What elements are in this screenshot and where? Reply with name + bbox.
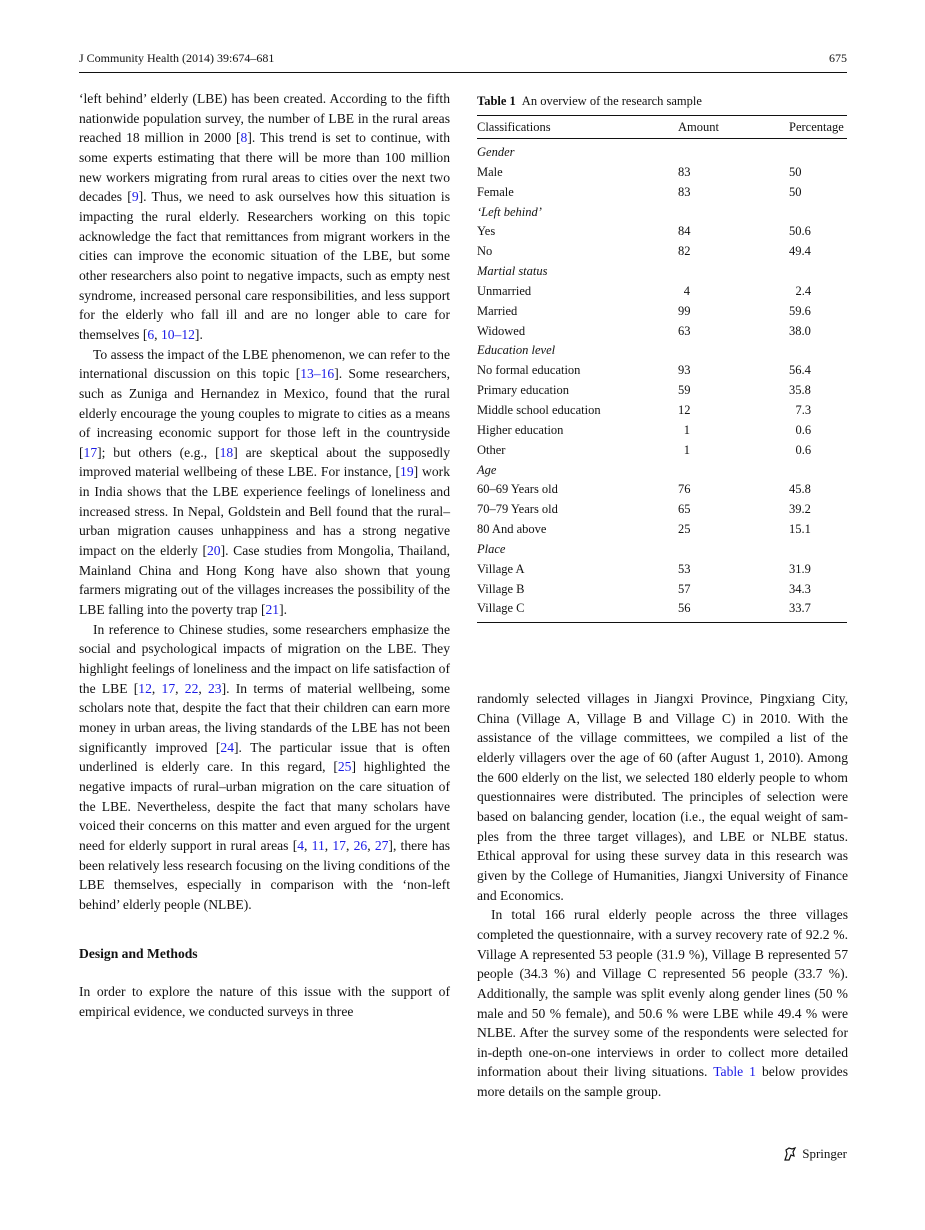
row-category: Education level <box>477 343 556 358</box>
running-header: J Community Health (2014) 39:674–681 <box>79 51 275 65</box>
row-label: Higher education <box>477 422 564 437</box>
table-row <box>477 302 847 322</box>
table-row <box>477 282 847 302</box>
percentage-value: 0.6 <box>795 422 812 437</box>
row-label: 80 And above <box>477 522 547 537</box>
percentage-cell <box>789 580 811 600</box>
citation-link[interactable]: 25 <box>337 759 352 775</box>
percentage-cell <box>789 599 811 619</box>
table-row <box>477 480 847 500</box>
table-row <box>477 322 847 342</box>
table-body <box>477 143 847 619</box>
amount-cell <box>678 322 789 342</box>
percentage-cell <box>789 322 811 342</box>
percentage-value: 31.9 <box>789 561 811 576</box>
page-number: 675 <box>829 51 847 65</box>
table-row <box>477 580 847 600</box>
paragraph: To assess the impact of the LBE phenomenon, we can refer to the international discussion on this topic [13–16]. Some researchers, such as Zuniga and Hernandez in Mexico, found that the rural elderly encourage the young couples to migrate to cities as a means of increasing economic support for those left in the countryside [17]; but others (e.g., [18] are skeptical about the supposedly improved material wellbeing of these LBE. For instance, [19] work in India shows that the LBE experience feelings of loneliness and increased stress. In Nepal, Goldstein and Bell found that the rural–urban migration causes unhappiness and has a strong negative impact on the elderly [20]. Case studies from Mongolia, Thailand, Mainland China and Hong Kong have also shown that young farmers migrating out of the villages increases the possibility of the LBE falling into the poverty trap [21]. <box>79 346 450 618</box>
table-row <box>477 361 847 381</box>
table-row <box>477 183 847 203</box>
row-label: Village B <box>477 581 525 596</box>
table-row <box>477 441 847 461</box>
percentage-value: 56.4 <box>789 363 811 378</box>
amount-cell <box>678 599 789 619</box>
table-row <box>477 401 847 421</box>
percentage-cell <box>789 401 811 421</box>
citation-link[interactable]: 19 <box>400 464 414 480</box>
percentage-cell <box>789 183 802 203</box>
table-row <box>477 540 847 560</box>
amount-value: 4 <box>683 283 690 298</box>
percentage-cell <box>789 500 811 520</box>
table-row <box>477 222 847 242</box>
amount-value: 93 <box>678 363 691 378</box>
table-row <box>477 203 847 223</box>
column-header: Percentage <box>789 120 844 134</box>
amount-value: 83 <box>678 164 691 179</box>
percentage-value: 33.7 <box>789 601 811 616</box>
row-label: Primary education <box>477 383 569 398</box>
row-label: Female <box>477 184 514 199</box>
paragraph: randomly selected villages in Jiangxi Province, Pingxiang City, China (Village A, Village B and Village C) in 2010. With the assistance of the village committees, we compiled a list of the elderly villagers over the age of 60 (after August 1, 2010). Among the 600 elderly on the list, we selected 180 elderly people to whom questionnaires were distributed. The principles of selection were based on balancing gender, location (i.e., the equal weight of samples from the three target villages), and LBE or NLBE status. Ethical approval for using these survey data in this research was given by the College of Humanities, Jiangxi University of Finance and Economics. <box>477 691 848 903</box>
amount-cell <box>678 163 789 183</box>
percentage-cell <box>789 222 811 242</box>
percentage-value: 7.3 <box>795 402 812 417</box>
amount-cell <box>678 361 789 381</box>
paragraph: In reference to Chinese studies, some researchers emphasize the social and psychological impacts of migration on the LBE. They highlight feelings of loneliness and the impact on life satisfaction of the LBE [12, 17, 22, 23]. In terms of material wellbeing, some scholars note that, despite the fact that their children can earn more money in urban areas, the living standards of the LBE has not been significantly improved [24]. The particular issue that is often underlined is elderly care. In this regard, [25] highlighted the negative impacts of rural–urban migration on the care situation of the LBE. Nevertheless, despite the fact that many scholars have voiced their concerns on this matter and even argued for the urgent need for elderly support in rural areas [4, 11, 17, 26, 27], there has been relatively less research focusing on the living conditions of the LBE themselves, especially in comparison with the ‘non-left behind’ elderly people (NLBE). <box>79 621 451 912</box>
amount-value: 84 <box>678 224 691 239</box>
citation-link[interactable]: 23 <box>208 680 222 696</box>
left-column <box>79 89 450 1022</box>
row-label: Other <box>477 442 506 457</box>
percentage-cell <box>789 560 811 580</box>
row-label: Male <box>477 164 503 179</box>
table-row <box>477 143 847 163</box>
amount-cell <box>678 183 789 203</box>
table-caption-text: An overview of the research sample <box>521 94 702 108</box>
right-column <box>477 689 848 1102</box>
citation-link[interactable]: 17 <box>332 837 346 853</box>
percentage-value: 59.6 <box>789 303 811 318</box>
percentage-cell <box>789 520 811 540</box>
table-row <box>477 461 847 481</box>
row-label: 60–69 Years old <box>477 482 558 497</box>
percentage-value: 38.0 <box>789 323 811 338</box>
citation-link[interactable]: 6 <box>147 326 155 342</box>
amount-cell <box>678 480 789 500</box>
citation-link[interactable]: 22 <box>184 680 199 696</box>
paragraph: In total 166 rural elderly people across the three villages completed the questionnaire, with a survey recovery rate of 92.2 %. Village A represented 53 people (31.9 %), Village B represented 57 people (34.3 %) and Village C represented 56 people (33.7 %). Additionally, the sample was split evenly along gender lines (50 % male and 50 % female), and 50.6 % were LBE while 49.4 % were NLBE. After the survey some of the respondents were selected for in-depth one-on-one interviews in order to collect more detailed information about their living situations. Table 1 below provides more details on the sample group. <box>477 907 848 1100</box>
publisher-name: Springer <box>802 1146 847 1161</box>
row-label: Widowed <box>477 323 526 338</box>
percentage-value: 50 <box>789 164 802 179</box>
amount-value: 1 <box>683 422 690 437</box>
percentage-cell <box>789 361 811 381</box>
citation-link[interactable]: 10–12 <box>160 326 195 342</box>
table-caption <box>477 92 847 110</box>
amount-cell <box>678 302 789 322</box>
amount-value: 57 <box>678 581 691 596</box>
row-category: Martial status <box>477 264 548 279</box>
citation-link[interactable]: 13–16 <box>300 366 335 382</box>
table-row <box>477 262 847 282</box>
table-row <box>477 242 847 262</box>
amount-cell <box>678 520 789 540</box>
row-label: Village C <box>477 601 525 616</box>
row-label: No formal education <box>477 363 581 378</box>
citation-link[interactable]: 9 <box>131 189 139 205</box>
amount-value: 65 <box>678 502 691 517</box>
table-row <box>477 560 847 580</box>
percentage-value: 45.8 <box>789 482 811 497</box>
row-label: Middle school education <box>477 402 601 417</box>
amount-value: 59 <box>678 383 691 398</box>
amount-cell <box>678 421 789 441</box>
row-label: 70–79 Years old <box>477 502 558 517</box>
citation-link[interactable]: 12 <box>138 680 152 696</box>
percentage-value: 39.2 <box>789 502 811 517</box>
amount-cell <box>678 222 789 242</box>
paragraph: ‘left behind’ elderly (LBE) has been created. According to the fifth nationwide population survey, the number of LBE in the rural areas reached 18 million in 2000 [8]. This trend is set to continue, with some experts estimating that there will be more than 100 million new workers migrating from rural areas to cities over the next two decades [9]. Thus, we need to ask ourselves how this situation is impacting the rural elderly. Researchers working on this topic acknowledge the fact that remittances from migrant workers in the cities can improve the economic situation of the LBE, but some other researchers also point to negative impacts, such as empty nest syndrome, increased personal care responsibilities, and less support for the elderly who fall ill and are no longer able to care for themselves [6, 10–12]. <box>79 91 450 342</box>
citation-link[interactable]: 24 <box>220 739 235 755</box>
column-header: Amount <box>678 120 719 134</box>
section-heading: Design and Methods <box>79 945 198 961</box>
citation-link[interactable]: 27 <box>374 837 389 853</box>
row-label: No <box>477 244 493 259</box>
row-category: ‘Left behind’ <box>477 204 542 219</box>
amount-value: 1 <box>683 442 690 457</box>
table-1 <box>477 92 847 623</box>
percentage-value: 49.4 <box>789 244 811 259</box>
percentage-cell <box>789 421 811 441</box>
table-row <box>477 500 847 520</box>
table-row <box>477 163 847 183</box>
amount-value: 12 <box>678 402 691 417</box>
percentage-value: 50 <box>789 184 802 199</box>
citation-link[interactable]: 4 <box>297 837 305 853</box>
header-rule <box>79 72 847 73</box>
column-header: Classifications <box>477 120 551 134</box>
amount-cell <box>678 401 789 421</box>
table-row <box>477 421 847 441</box>
amount-cell <box>678 580 789 600</box>
row-label: Unmarried <box>477 283 532 298</box>
percentage-value: 50.6 <box>789 224 811 239</box>
percentage-cell <box>789 282 811 302</box>
table-row <box>477 381 847 401</box>
table-label: Table 1 <box>477 94 516 108</box>
amount-value: 53 <box>678 561 691 576</box>
amount-cell <box>678 242 789 262</box>
citation-link[interactable]: 17 <box>161 680 176 696</box>
amount-value: 76 <box>678 482 691 497</box>
percentage-cell <box>789 302 811 322</box>
citation-link[interactable]: 20 <box>206 543 221 559</box>
amount-value: 56 <box>678 601 691 616</box>
amount-cell <box>678 381 789 401</box>
publisher-logo <box>782 1146 847 1162</box>
amount-value: 99 <box>678 303 691 318</box>
table-header-rule <box>477 138 847 139</box>
citation-link[interactable]: 18 <box>219 444 234 460</box>
percentage-value: 2.4 <box>795 283 812 298</box>
amount-cell <box>678 282 789 302</box>
percentage-cell <box>789 242 811 262</box>
row-category: Age <box>477 462 497 477</box>
citation-link[interactable]: 26 <box>353 837 368 853</box>
citation-link[interactable]: 17 <box>83 444 98 460</box>
citation-link[interactable]: Table 1 <box>713 1064 756 1080</box>
percentage-cell <box>789 163 802 183</box>
citation-link[interactable]: 21 <box>265 602 280 618</box>
percentage-value: 35.8 <box>789 383 811 398</box>
amount-value: 25 <box>678 522 691 537</box>
amount-value: 82 <box>678 244 691 259</box>
table-row <box>477 341 847 361</box>
table-header <box>477 116 847 138</box>
citation-link[interactable]: 8 <box>240 130 248 146</box>
row-label: Married <box>477 303 518 318</box>
table-row <box>477 599 847 619</box>
percentage-value: 0.6 <box>795 442 812 457</box>
table-bottom-rule <box>477 622 847 623</box>
percentage-cell <box>789 381 811 401</box>
amount-cell <box>678 441 789 461</box>
row-category: Place <box>477 541 506 556</box>
amount-value: 63 <box>678 323 691 338</box>
amount-cell <box>678 500 789 520</box>
row-category: Gender <box>477 145 515 159</box>
amount-cell <box>678 560 789 580</box>
row-label: Village A <box>477 561 525 576</box>
paragraph: In order to explore the nature of this issue with the support of empirical evidence, we conducted surveys in three <box>79 984 450 1019</box>
percentage-value: 34.3 <box>789 581 811 596</box>
percentage-cell <box>789 441 811 461</box>
percentage-cell <box>789 480 811 500</box>
citation-link[interactable]: 11 <box>311 837 325 853</box>
table-row <box>477 520 847 540</box>
amount-value: 83 <box>678 184 691 199</box>
percentage-value: 15.1 <box>789 522 811 537</box>
row-label: Yes <box>477 224 496 239</box>
springer-horse-icon <box>782 1146 798 1162</box>
